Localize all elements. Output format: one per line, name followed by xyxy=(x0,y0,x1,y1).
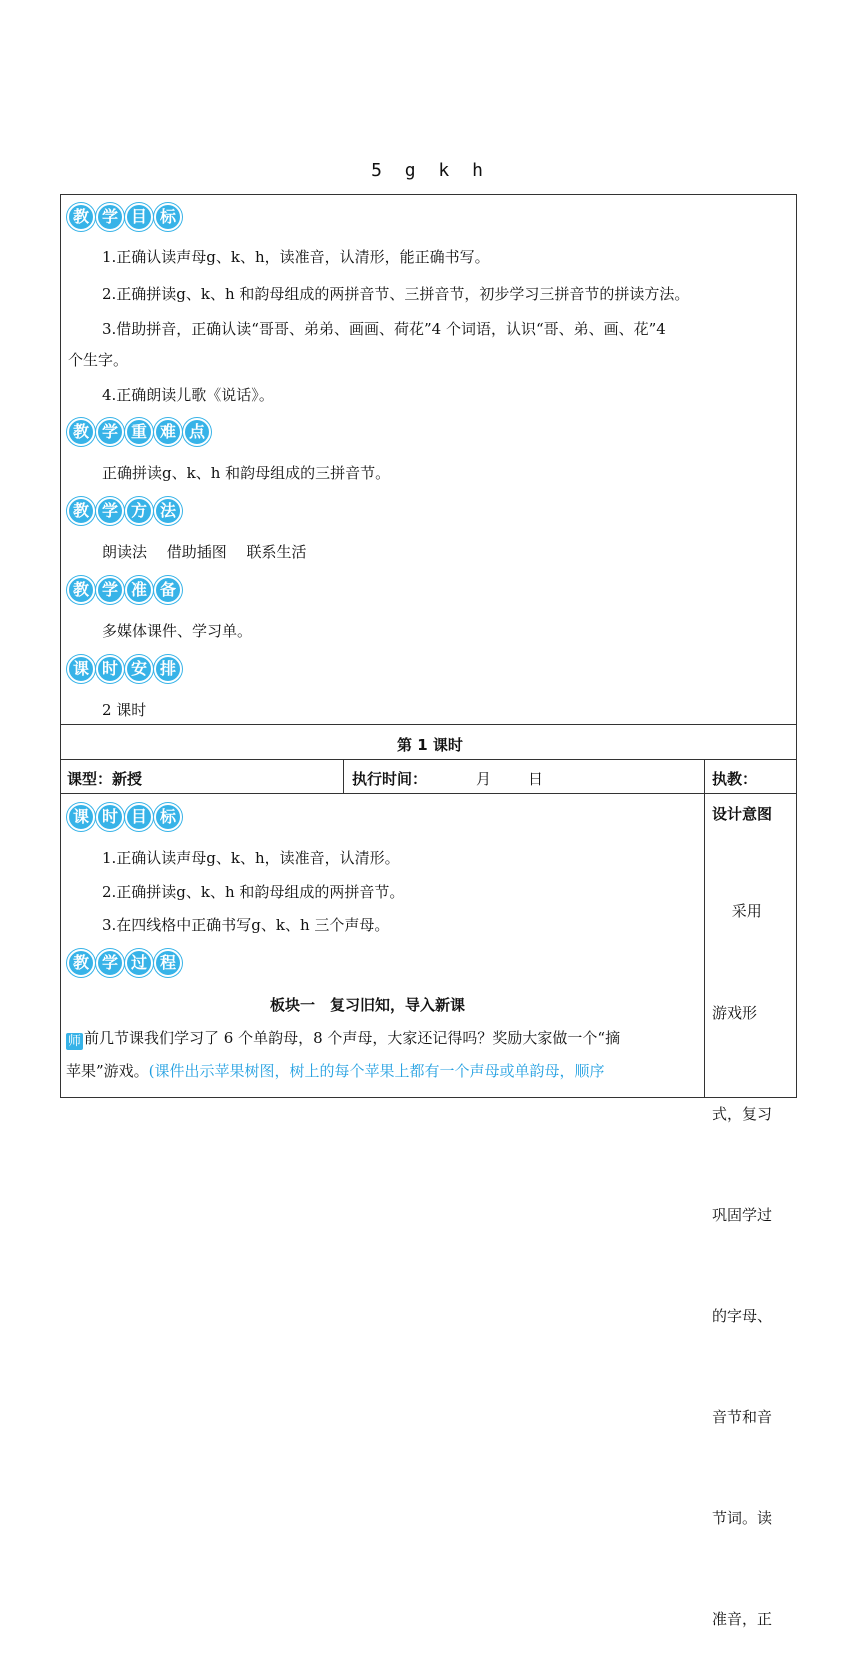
process-paragraph-line: 师 前几节课我们学习了 6 个单韵母，8 个声母，大家还记得吗？奖励大家做一个“摘 xyxy=(67,1029,621,1049)
lesson-goal-item: 1.正确认读声母g、k、h，读准音，认清形。 xyxy=(102,849,400,867)
lesson-type: 课型：新授 xyxy=(67,770,143,788)
schedule-badge: 课 时 安 排 xyxy=(67,655,182,683)
objective-item: 1.正确认读声母g、k、h，读准音，认清形，能正确书写。 xyxy=(102,248,490,266)
divider xyxy=(704,759,705,1098)
objective-item: 3.借助拼音，正确认读“哥哥、弟弟、画画、荷花”4 个词语，认识“哥、弟、画、花”4 xyxy=(102,320,666,338)
process-paragraph-line: 苹果”游戏。(课件出示苹果树图，树上的每个苹果上都有一个声母或单韵母，顺序 xyxy=(66,1062,605,1080)
divider xyxy=(60,724,797,725)
execution-time-label: 执行时间： xyxy=(352,770,428,788)
lesson-goal-item: 2.正确拼读g、k、h 和韵母组成的两拼音节。 xyxy=(102,883,405,901)
objective-item: 个生字。 xyxy=(68,351,129,369)
lesson-goal-item: 3.在四线格中正确书写g、k、h 三个声母。 xyxy=(102,916,390,934)
teaching-prep-text: 多媒体课件、学习单。 xyxy=(102,622,253,640)
schedule-text: 2 课时 xyxy=(102,701,147,719)
divider xyxy=(60,759,797,760)
lesson-goals-badge: 课 时 目 标 xyxy=(67,803,182,831)
design-intent-text: 采用 游戏形 式，复习 巩固学过 的字母、 音节和音 节词。读 准音，正 xyxy=(712,902,773,1629)
key-points-text: 正确拼读g、k、h 和韵母组成的三拼音节。 xyxy=(102,464,391,482)
teaching-process-badge: 教 学 过 程 xyxy=(67,949,182,977)
teaching-methods-text: 朗读法 借助插图 联系生活 xyxy=(102,543,307,561)
teaching-methods-badge: 教 学 方 法 xyxy=(67,497,182,525)
lesson-heading: 第 1 课时 xyxy=(397,736,463,754)
month-label: 月 xyxy=(476,770,492,788)
teacher-label: 执教： xyxy=(712,770,758,788)
key-points-badge: 教 学 重 难 点 xyxy=(67,418,211,446)
day-label: 日 xyxy=(528,770,544,788)
objective-item: 2.正确拼读g、k、h 和韵母组成的两拼音节、三拼音节，初步学习三拼音节的拼读方法。 xyxy=(102,285,690,303)
document-title: 5 g k h xyxy=(371,160,489,181)
teaching-prep-badge: 教 学 准 备 xyxy=(67,576,182,604)
divider xyxy=(343,759,344,793)
design-intent-heading: 设计意图 xyxy=(712,805,773,823)
divider xyxy=(60,793,797,794)
block-title: 板块一 复习旧知，导入新课 xyxy=(270,996,466,1014)
teacher-mark-icon: 师 xyxy=(67,1034,81,1049)
objective-item: 4.正确朗读儿歌《说话》。 xyxy=(102,386,274,404)
teaching-objectives-badge: 教 学 目 标 xyxy=(67,203,182,231)
